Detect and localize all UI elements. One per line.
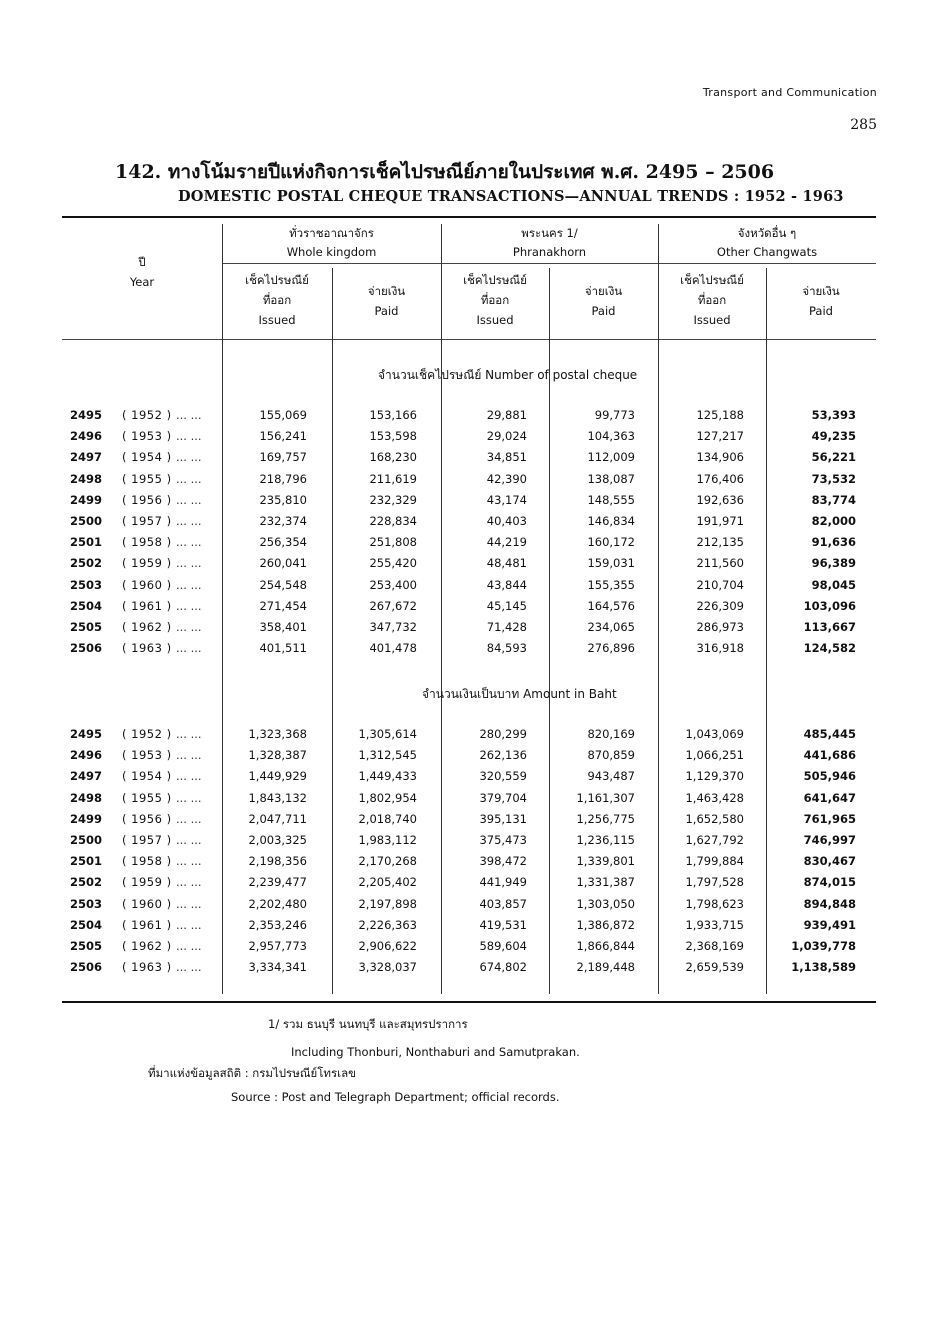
value-cell: 125,188 [696, 408, 744, 422]
value-cell: 2,202,480 [248, 896, 307, 911]
value-cell: 485,445 [803, 727, 856, 741]
value-cell: 2,197,898 [358, 896, 417, 911]
group-header-english: Other Changwats [716, 245, 818, 259]
year-be-cell: 2506 [70, 960, 103, 975]
value-cell: 113,667 [803, 620, 856, 634]
issued-header-english: Issued [476, 313, 514, 327]
value-cell: 127,217 [696, 429, 744, 444]
value-cell: 2,205,402 [358, 875, 417, 890]
value-cell: 234,065 [587, 620, 635, 634]
value-cell: 589,604 [479, 939, 527, 953]
value-cell: 99,773 [594, 408, 635, 422]
value-cell: 153,598 [369, 429, 417, 444]
value-cell: 1,236,115 [576, 833, 635, 847]
year-be-cell: 2495 [70, 727, 103, 741]
group-header-thai: จังหวัดอื่น ๆ [737, 226, 797, 240]
value-cell: 379,704 [479, 790, 527, 805]
value-cell: 29,024 [486, 429, 527, 444]
table-row [0, 918, 941, 939]
footnote-english: Including Thonburi, Nonthaburi and Samutprakan. [291, 1045, 580, 1059]
year-be-cell: 2503 [70, 577, 103, 592]
value-cell: 228,834 [369, 514, 417, 528]
value-cell: 96,389 [811, 556, 856, 571]
value-cell: 1,039,778 [791, 939, 856, 953]
year-ce-cell: ( 1961 ) [122, 917, 172, 932]
value-cell: 34,851 [486, 450, 527, 465]
table-row [0, 641, 941, 662]
paid-header-thai: จ่ายเงิน [802, 284, 840, 298]
value-cell: 1,463,428 [685, 790, 744, 805]
year-be-cell: 2504 [70, 598, 103, 613]
value-cell: 262,136 [479, 748, 527, 763]
table-row [0, 514, 941, 535]
group-header-thai: ทั่วราชอาณาจักร [289, 226, 374, 240]
table-row [0, 620, 941, 641]
value-cell: 44,219 [486, 535, 527, 550]
value-cell: 2,003,325 [248, 833, 307, 847]
value-cell: 134,906 [696, 450, 744, 465]
leader-dots: ... ... [176, 492, 202, 507]
leader-dots: ... ... [176, 960, 202, 975]
paid-header-thai: จ่ายเงิน [584, 284, 623, 298]
leader-dots: ... ... [176, 556, 202, 571]
year-ce-cell: ( 1963 ) [122, 960, 172, 975]
value-cell: 401,478 [369, 641, 417, 656]
value-cell: 155,355 [587, 577, 635, 592]
paid-header-thai: จ่ายเงิน [367, 284, 406, 298]
issued-header-thai-line1: เช็คไปรษณีย์ [245, 273, 309, 287]
table-row [0, 960, 941, 981]
value-cell: 176,406 [696, 471, 744, 486]
table-row [0, 599, 941, 620]
issued-header-english: Issued [258, 313, 296, 327]
value-cell: 1,798,623 [685, 896, 744, 911]
year-be-cell: 2502 [70, 556, 103, 571]
group-header-phranakhorn [441, 224, 658, 262]
year-ce-cell: ( 1958 ) [122, 535, 172, 550]
value-cell: 395,131 [479, 811, 527, 826]
section-header-count: จำนวนเช็คไปรษณีย์ Number of postal cheque [378, 368, 638, 382]
value-cell: 1,331,387 [576, 875, 635, 890]
issued-column-header [658, 270, 766, 330]
issued-header-thai-line1: เช็คไปรษณีย์ [680, 273, 744, 287]
value-cell: 1,449,433 [358, 769, 417, 784]
paid-header-english: Paid [591, 304, 616, 318]
paid-header-english: Paid [809, 304, 833, 318]
value-cell: 358,401 [259, 620, 307, 634]
year-be-cell: 2500 [70, 514, 103, 528]
value-cell: 103,096 [803, 598, 856, 613]
paid-column-header [332, 281, 441, 321]
leader-dots: ... ... [176, 620, 202, 634]
value-cell: 870,859 [587, 748, 635, 763]
leader-dots: ... ... [176, 429, 202, 444]
value-cell: 255,420 [369, 556, 417, 571]
table-row [0, 408, 941, 429]
value-cell: 124,582 [803, 641, 856, 656]
leader-dots: ... ... [176, 811, 202, 826]
value-cell: 155,069 [259, 408, 307, 422]
table-row [0, 472, 941, 493]
value-cell: 45,145 [486, 598, 527, 613]
value-cell: 2,018,740 [358, 811, 417, 826]
value-cell: 211,560 [696, 556, 744, 571]
value-cell: 2,170,268 [358, 854, 417, 869]
footnote-thai: 1/ รวม ธนบุรี นนทบุรี และสมุทรปราการ [268, 1017, 468, 1031]
value-cell: 146,834 [587, 514, 635, 528]
leader-dots: ... ... [176, 535, 202, 550]
value-cell: 894,848 [803, 896, 856, 911]
value-cell: 830,467 [803, 854, 856, 869]
value-cell: 1,797,528 [685, 875, 744, 890]
leader-dots: ... ... [176, 450, 202, 465]
value-cell: 398,472 [479, 854, 527, 869]
value-cell: 2,047,711 [248, 811, 307, 826]
year-be-cell: 2496 [70, 748, 103, 763]
value-cell: 1,323,368 [248, 727, 307, 741]
value-cell: 43,844 [486, 577, 527, 592]
leader-dots: ... ... [176, 769, 202, 784]
value-cell: 73,532 [811, 471, 856, 486]
page-number: 285 [850, 117, 877, 133]
value-cell: 169,757 [259, 450, 307, 465]
value-cell: 226,309 [696, 598, 744, 613]
value-cell: 210,704 [696, 577, 744, 592]
leader-dots: ... ... [176, 514, 202, 528]
table-title-thai: 142. ทางโน้มรายปีแห่งกิจการเช็คไปรษณีย์ภายในประเทศ พ.ศ. 2495 – 2506 [115, 161, 775, 183]
year-be-cell: 2499 [70, 811, 103, 826]
table-row [0, 556, 941, 577]
value-cell: 1,866,844 [576, 939, 635, 953]
leader-dots: ... ... [176, 790, 202, 805]
value-cell: 441,686 [803, 748, 856, 763]
value-cell: 347,732 [369, 620, 417, 634]
value-cell: 3,328,037 [358, 960, 417, 975]
table-row [0, 769, 941, 790]
value-cell: 164,576 [587, 598, 635, 613]
value-cell: 232,329 [369, 492, 417, 507]
value-cell: 191,971 [696, 514, 744, 528]
value-cell: 212,135 [696, 535, 744, 550]
value-cell: 280,299 [479, 727, 527, 741]
table-row [0, 429, 941, 450]
value-cell: 746,997 [803, 833, 856, 847]
leader-dots: ... ... [176, 875, 202, 890]
value-cell: 1,129,370 [685, 769, 744, 784]
leader-dots: ... ... [176, 939, 202, 953]
value-cell: 1,449,929 [248, 769, 307, 784]
year-ce-cell: ( 1961 ) [122, 598, 172, 613]
value-cell: 42,390 [486, 471, 527, 486]
value-cell: 83,774 [811, 492, 856, 507]
value-cell: 1,843,132 [248, 790, 307, 805]
leader-dots: ... ... [176, 854, 202, 869]
year-header [62, 252, 222, 292]
value-cell: 40,403 [486, 514, 527, 528]
value-cell: 2,198,356 [248, 854, 307, 869]
value-cell: 267,672 [369, 598, 417, 613]
year-ce-cell: ( 1954 ) [122, 769, 172, 784]
value-cell: 375,473 [479, 833, 527, 847]
value-cell: 148,555 [587, 492, 635, 507]
value-cell: 53,393 [811, 408, 856, 422]
year-ce-cell: ( 1955 ) [122, 790, 172, 805]
value-cell: 251,808 [369, 535, 417, 550]
group-divider-rule [222, 263, 876, 264]
year-be-cell: 2498 [70, 790, 103, 805]
group-header-whole-kingdom [222, 224, 441, 262]
group-header-thai: พระนคร 1/ [521, 226, 578, 240]
year-ce-cell: ( 1952 ) [122, 727, 172, 741]
issued-header-thai-line2: ที่ออก [480, 293, 510, 307]
value-cell: 49,235 [811, 429, 856, 444]
section-header-amount: จำนวนเงินเป็นบาท Amount in Baht [422, 687, 617, 701]
year-ce-cell: ( 1952 ) [122, 408, 172, 422]
leader-dots: ... ... [176, 408, 202, 422]
table-row [0, 493, 941, 514]
issued-column-header [441, 270, 549, 330]
value-cell: 1,983,112 [358, 833, 417, 847]
value-cell: 505,946 [803, 769, 856, 784]
table-row [0, 939, 941, 960]
group-header-other-changwats [658, 224, 876, 262]
value-cell: 71,428 [486, 620, 527, 634]
value-cell: 84,593 [486, 641, 527, 656]
issued-header-thai-line2: ที่ออก [262, 293, 292, 307]
table-row [0, 875, 941, 896]
leader-dots: ... ... [176, 577, 202, 592]
value-cell: 232,374 [259, 514, 307, 528]
value-cell: 112,009 [587, 450, 635, 465]
leader-dots: ... ... [176, 641, 202, 656]
table-row [0, 791, 941, 812]
value-cell: 1,305,614 [358, 727, 417, 741]
value-cell: 211,619 [369, 471, 417, 486]
year-ce-cell: ( 1959 ) [122, 875, 172, 890]
value-cell: 48,481 [486, 556, 527, 571]
issued-header-english: Issued [693, 313, 731, 327]
table-row [0, 812, 941, 833]
year-ce-cell: ( 1962 ) [122, 939, 172, 953]
value-cell: 253,400 [369, 577, 417, 592]
leader-dots: ... ... [176, 727, 202, 741]
value-cell: 1,386,872 [576, 917, 635, 932]
value-cell: 401,511 [259, 641, 307, 656]
year-ce-cell: ( 1959 ) [122, 556, 172, 571]
source-thai: ที่มาแห่งข้อมูลสถิติ : กรมไปรษณีย์โทรเลข [148, 1066, 356, 1080]
leader-dots: ... ... [176, 833, 202, 847]
leader-dots: ... ... [176, 598, 202, 613]
value-cell: 820,169 [587, 727, 635, 741]
value-cell: 271,454 [259, 598, 307, 613]
table-row [0, 748, 941, 769]
value-cell: 159,031 [587, 556, 635, 571]
year-ce-cell: ( 1956 ) [122, 811, 172, 826]
value-cell: 160,172 [587, 535, 635, 550]
value-cell: 943,487 [587, 769, 635, 784]
year-be-cell: 2504 [70, 917, 103, 932]
value-cell: 218,796 [259, 471, 307, 486]
value-cell: 2,659,539 [685, 960, 744, 975]
year-be-cell: 2497 [70, 450, 103, 465]
value-cell: 419,531 [479, 917, 527, 932]
value-cell: 1,256,775 [576, 811, 635, 826]
year-be-cell: 2500 [70, 833, 103, 847]
year-be-cell: 2505 [70, 620, 103, 634]
source-english: Source : Post and Telegraph Department; official records. [231, 1090, 560, 1104]
value-cell: 874,015 [803, 875, 856, 890]
value-cell: 1,138,589 [791, 960, 856, 975]
value-cell: 320,559 [479, 769, 527, 784]
value-cell: 1,652,580 [685, 811, 744, 826]
value-cell: 316,918 [696, 641, 744, 656]
year-ce-cell: ( 1957 ) [122, 833, 172, 847]
year-ce-cell: ( 1955 ) [122, 471, 172, 486]
value-cell: 1,161,307 [576, 790, 635, 805]
table-row [0, 897, 941, 918]
value-cell: 29,881 [486, 408, 527, 422]
year-be-cell: 2498 [70, 471, 103, 486]
year-be-cell: 2501 [70, 535, 103, 550]
value-cell: 286,973 [696, 620, 744, 634]
table-row [0, 578, 941, 599]
issued-column-header [222, 270, 332, 330]
value-cell: 276,896 [587, 641, 635, 656]
year-ce-cell: ( 1956 ) [122, 492, 172, 507]
value-cell: 153,166 [369, 408, 417, 422]
year-ce-cell: ( 1962 ) [122, 620, 172, 634]
value-cell: 2,189,448 [576, 960, 635, 975]
paid-column-header [549, 281, 658, 321]
year-be-cell: 2497 [70, 769, 103, 784]
leader-dots: ... ... [176, 748, 202, 763]
value-cell: 156,241 [259, 429, 307, 444]
value-cell: 56,221 [811, 450, 856, 465]
value-cell: 43,174 [486, 492, 527, 507]
value-cell: 82,000 [811, 514, 856, 528]
header-bottom-rule [62, 339, 876, 340]
value-cell: 256,354 [259, 535, 307, 550]
leader-dots: ... ... [176, 917, 202, 932]
value-cell: 2,239,477 [248, 875, 307, 890]
year-be-cell: 2499 [70, 492, 103, 507]
year-ce-cell: ( 1954 ) [122, 450, 172, 465]
value-cell: 138,087 [587, 471, 635, 486]
value-cell: 1,312,545 [358, 748, 417, 763]
year-ce-cell: ( 1960 ) [122, 577, 172, 592]
value-cell: 939,491 [803, 917, 856, 932]
paid-header-english: Paid [374, 304, 399, 318]
value-cell: 1,933,715 [685, 917, 744, 932]
page-running-header: Transport and Communication [702, 86, 877, 99]
value-cell: 1,043,069 [685, 727, 744, 741]
table-row [0, 854, 941, 875]
value-cell: 2,957,773 [248, 939, 307, 953]
year-header-thai: ปี [138, 255, 146, 269]
value-cell: 1,066,251 [685, 748, 744, 763]
value-cell: 2,353,246 [248, 917, 307, 932]
value-cell: 1,799,884 [685, 854, 744, 869]
issued-header-thai-line1: เช็คไปรษณีย์ [463, 273, 527, 287]
year-ce-cell: ( 1958 ) [122, 854, 172, 869]
value-cell: 1,328,387 [248, 748, 307, 763]
year-be-cell: 2503 [70, 896, 103, 911]
value-cell: 3,334,341 [248, 960, 307, 975]
value-cell: 98,045 [811, 577, 856, 592]
value-cell: 235,810 [259, 492, 307, 507]
value-cell: 91,636 [811, 535, 856, 550]
year-ce-cell: ( 1963 ) [122, 641, 172, 656]
table-row [0, 833, 941, 854]
value-cell: 674,802 [479, 960, 527, 975]
value-cell: 1,802,954 [358, 790, 417, 805]
table-row [0, 450, 941, 471]
table-row [0, 727, 941, 748]
year-be-cell: 2495 [70, 408, 103, 422]
issued-header-thai-line2: ที่ออก [697, 293, 727, 307]
paid-column-header [766, 281, 876, 321]
year-be-cell: 2506 [70, 641, 103, 656]
value-cell: 2,906,622 [358, 939, 417, 953]
value-cell: 1,303,050 [576, 896, 635, 911]
table-row [0, 535, 941, 556]
year-header-english: Year [129, 275, 155, 289]
value-cell: 403,857 [479, 896, 527, 911]
year-ce-cell: ( 1953 ) [122, 429, 172, 444]
leader-dots: ... ... [176, 471, 202, 486]
value-cell: 168,230 [369, 450, 417, 465]
value-cell: 260,041 [259, 556, 307, 571]
value-cell: 2,368,169 [685, 939, 744, 953]
value-cell: 104,363 [587, 429, 635, 444]
table-top-rule [62, 216, 876, 218]
group-header-english: Phranakhorn [512, 245, 587, 259]
leader-dots: ... ... [176, 896, 202, 911]
value-cell: 254,548 [259, 577, 307, 592]
value-cell: 641,647 [803, 790, 856, 805]
value-cell: 1,339,801 [576, 854, 635, 869]
value-cell: 2,226,363 [358, 917, 417, 932]
year-be-cell: 2505 [70, 939, 103, 953]
year-be-cell: 2502 [70, 875, 103, 890]
value-cell: 761,965 [803, 811, 856, 826]
value-cell: 1,627,792 [685, 833, 744, 847]
table-bottom-rule [62, 1001, 876, 1003]
value-cell: 441,949 [479, 875, 527, 890]
year-be-cell: 2496 [70, 429, 103, 444]
year-be-cell: 2501 [70, 854, 103, 869]
group-header-english: Whole kingdom [286, 245, 377, 259]
value-cell: 192,636 [696, 492, 744, 507]
year-ce-cell: ( 1953 ) [122, 748, 172, 763]
year-ce-cell: ( 1960 ) [122, 896, 172, 911]
table-title-english: DOMESTIC POSTAL CHEQUE TRANSACTIONS—ANNUAL TRENDS : 1952 - 1963 [178, 188, 844, 205]
year-ce-cell: ( 1957 ) [122, 514, 172, 528]
